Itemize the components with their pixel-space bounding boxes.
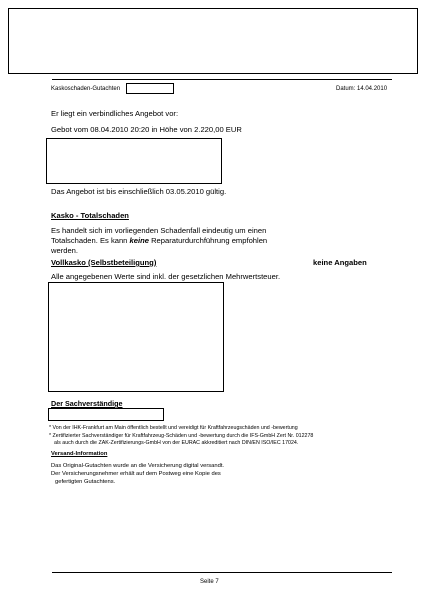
kasko-text-line2-start: Totalschaden. Es kann bbox=[51, 236, 130, 245]
footnote-ihk: * Von der IHK-Frankfurt am Main öffentlich bestellt und vereidigt für Kraftfahrzeugschäden und -bewertung bbox=[49, 425, 298, 431]
kasko-text-line2-end: Reparaturdurchführung empfohlen bbox=[148, 236, 268, 245]
shipping-line3: gefertigten Gutachtens. bbox=[55, 478, 116, 485]
header-rule bbox=[52, 79, 392, 80]
kasko-text bbox=[51, 226, 371, 256]
expert-footnotes bbox=[49, 425, 389, 448]
offer-intro: Er liegt ein verbindliches Angebot vor: bbox=[51, 109, 179, 118]
kasko-heading: Kasko - Totalschaden bbox=[51, 211, 129, 220]
kasko-text-line3: werden. bbox=[51, 246, 79, 255]
vat-note: Alle angegebenen Werte sind inkl. der gesetzlichen Mehrwertsteuer. bbox=[51, 272, 281, 281]
kasko-emphasis: keine bbox=[129, 236, 149, 245]
footnote-zak: als auch durch die ZAK-Zertifizierungs-GmbH von der EURAC akkreditiert nach DIN/EN ISO/IEC 17024. bbox=[54, 440, 299, 446]
bidder-redaction-box bbox=[46, 138, 222, 184]
kasko-text-line2 bbox=[51, 236, 371, 246]
page-number: Seite 7 bbox=[200, 579, 219, 585]
shipping-line2: Der Versicherungsnehmer erhält auf dem Postweg eine Kopie des bbox=[51, 470, 221, 477]
report-type-label: Kaskoschaden-Gutachten bbox=[51, 86, 121, 92]
report-date: Datum: 14.04.2010 bbox=[336, 86, 388, 92]
signature-redaction-box bbox=[48, 282, 224, 392]
report-number-redaction bbox=[126, 83, 174, 94]
offer-bid: Gebot vom 08.04.2010 20:20 in Höhe von 2.220,00 EUR bbox=[51, 125, 242, 134]
expert-name-redaction bbox=[48, 408, 164, 421]
footnote-ifs: * Zertifizierter Sachverständiger für Kraftfahrzeug-Schäden und -bewertung durch die IFS-GmbH Zert Nr. 012278 bbox=[49, 432, 314, 439]
shipping-heading: Versand-Information bbox=[51, 451, 108, 457]
offer-validity: Das Angebot ist bis einschließlich 03.05.2010 gültig. bbox=[51, 187, 227, 196]
shipping-text bbox=[51, 463, 351, 486]
vollkasko-heading: Vollkasko (Selbstbeteiligung) bbox=[51, 258, 157, 267]
expert-heading: Der Sachverständige bbox=[51, 399, 123, 408]
footer-rule bbox=[52, 572, 392, 573]
kasko-text-line1: Es handelt sich im vorliegenden Schadenfall eindeutig um einen bbox=[51, 226, 267, 235]
vollkasko-value: keine Angaben bbox=[313, 258, 367, 267]
header-redaction-box bbox=[8, 8, 418, 74]
shipping-line1: Das Original-Gutachten wurde an die Versicherung digital versandt. bbox=[51, 463, 225, 469]
